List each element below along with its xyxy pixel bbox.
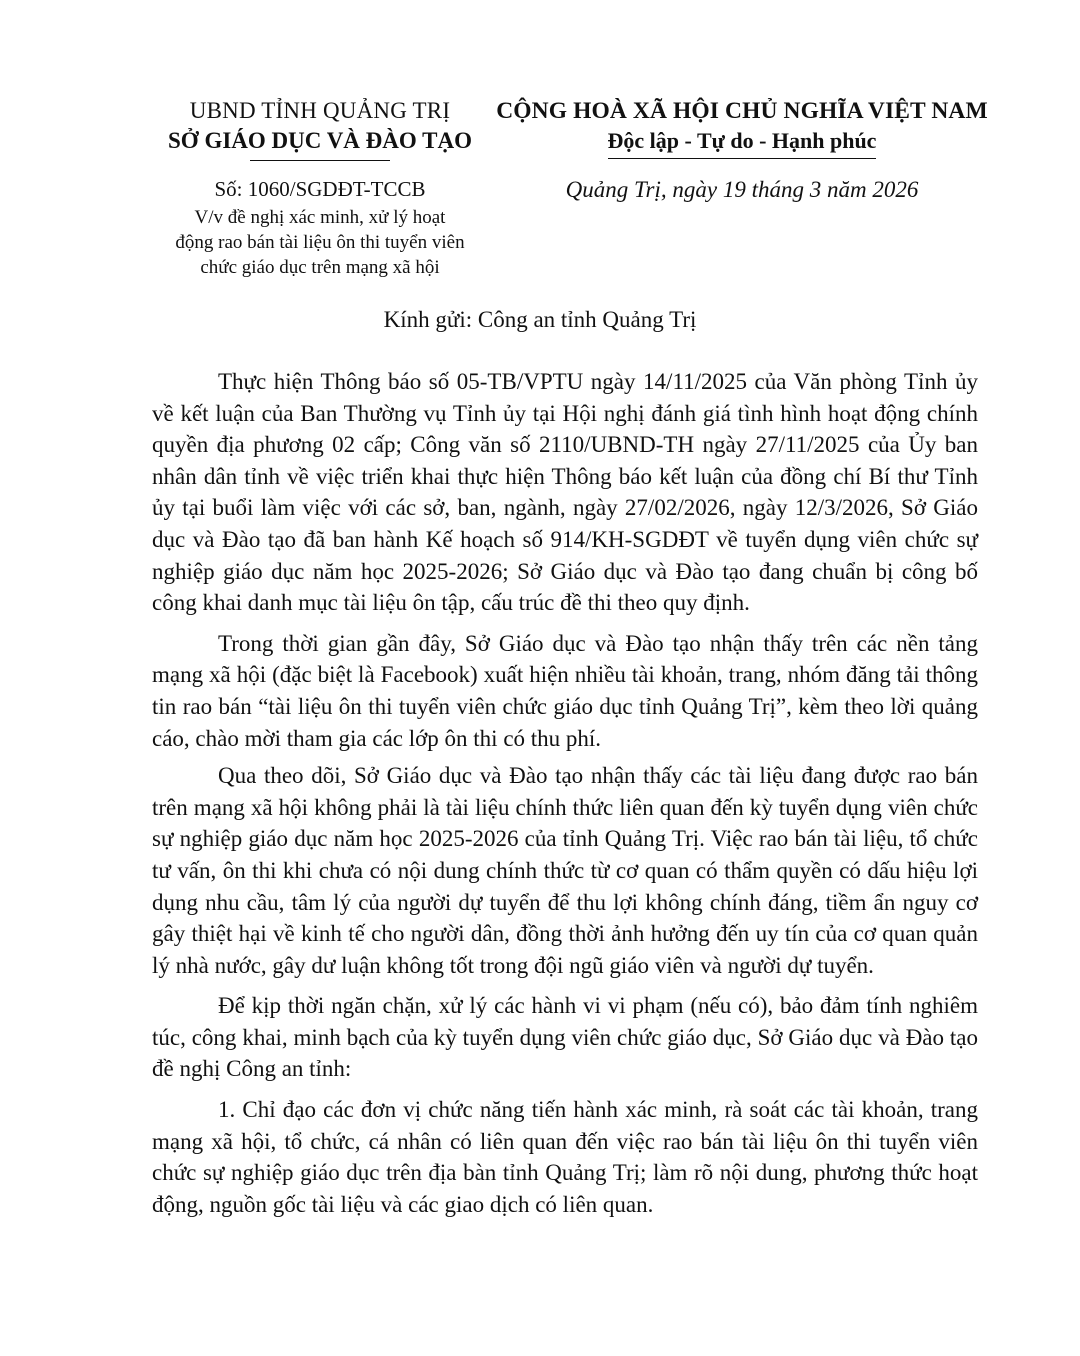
recipient-line: Kính gửi: Công an tỉnh Quảng Trị	[383, 307, 697, 332]
place-and-date: Quảng Trị, ngày 19 tháng 3 năm 2026	[565, 177, 919, 202]
document-subject	[120, 205, 520, 280]
body-paragraph: Thực hiện Thông báo số 05-TB/VPTU ngày 14/11/2025 của Văn phòng Tỉnh ủy về kết luận của Ban Thường vụ Tỉnh ủy tại Hội nghị đánh giá tình hình hoạt động chính quyền địa phương 02 cấp; Công văn số 2110/UBND-TH ngày 27/11/2025 của Ủy ban nhân dân tỉnh về việc triển khai thực hiện Thông báo kết luận của đồng chí Bí thư Tỉnh ủy tại buổi làm việc với các sở, ban, ngành, ngày 27/02/2026, ngày 12/3/2026, Sở Giáo dục và Đào tạo đã ban hành Kế hoạch số 914/KH-SGDĐT về tuyển dụng viên chức sự nghiệp giáo dục năm học 2025-2026; Sở Giáo dục và Đào tạo đang chuẩn bị công bố công khai danh mục tài liệu ôn tập, cấu trúc đề thi theo quy định.	[152, 369, 978, 616]
national-header-block	[488, 96, 996, 205]
document-body	[152, 366, 978, 1229]
body-paragraph: Qua theo dõi, Sở Giáo dục và Đào tạo nhận thấy các tài liệu đang được rao bán trên mạng xã hội không phải là tài liệu chính thức liên quan đến kỳ tuyển dụng viên chức sự nghiệp giáo dục năm học 2025-2026 của tỉnh Quảng Trị. Việc rao bán tài liệu, tổ chức tư vấn, ôn thi khi chưa có nội dung chính thức từ cơ quan có thẩm quyền có dấu hiệu lợi dụng nhu cầu, tâm lý của người dự tuyển để thu lợi không chính đáng, tiềm ẩn nguy cơ gây thiệt hại về kinh tế cho người dân, đồng thời ảnh hưởng đến uy tín của cơ quan quản lý nhà nước, gây dư luận không tốt trong đội ngũ giáo viên và người dự tuyển.	[152, 763, 978, 978]
subject-line: V/v đề nghị xác minh, xử lý hoạt	[194, 207, 446, 228]
document-number: Số: 1060/SGDĐT-TCCB	[214, 177, 426, 201]
subject-line: chức giáo dục trên mạng xã hội	[200, 257, 440, 278]
national-motto: Độc lập - Tự do - Hạnh phúc	[608, 126, 877, 159]
body-paragraph: Trong thời gian gần đây, Sở Giáo dục và Đào tạo nhận thấy trên các nền tảng mạng xã hội (đặc biệt là Facebook) xuất hiện nhiều tài khoản, trang, nhóm đăng tải thông tin rao bán “tài liệu ôn thi tuyển viên chức giáo dục tỉnh Quảng Trị”, kèm theo lời quảng cáo, chào mời tham gia các lớp ôn thi có thu phí.	[152, 630, 978, 751]
issuing-organization: SỞ GIÁO DỤC VÀ ĐÀO TẠO	[168, 128, 472, 153]
issuing-agency-block	[120, 96, 520, 280]
body-paragraph: Để kịp thời ngăn chặn, xử lý các hành vi vi phạm (nếu có), bảo đảm tính nghiêm túc, công khai, minh bạch của kỳ tuyển dụng viên chức giáo dục, Sở Giáo dục và Đào tạo đề nghị Công an tỉnh:	[152, 993, 978, 1082]
parent-organization: UBND TỈNH QUẢNG TRỊ	[189, 98, 451, 123]
organization-underline	[250, 160, 390, 161]
body-paragraph: 1. Chỉ đạo các đơn vị chức năng tiến hành xác minh, rà soát các tài khoản, trang mạng xã hội, tổ chức, cá nhân có liên quan đến việc rao bán tài liệu ôn thi tuyển viên chức sự nghiệp giáo dục trên địa bàn tỉnh Quảng Trị; làm rõ nội dung, phương thức hoạt động, nguồn gốc tài liệu và các giao dịch có liên quan.	[152, 1097, 978, 1217]
national-title: CỘNG HOÀ XÃ HỘI CHỦ NGHĨA VIỆT NAM	[496, 98, 988, 124]
subject-line: động rao bán tài liệu ôn thi tuyển viên	[175, 232, 465, 253]
